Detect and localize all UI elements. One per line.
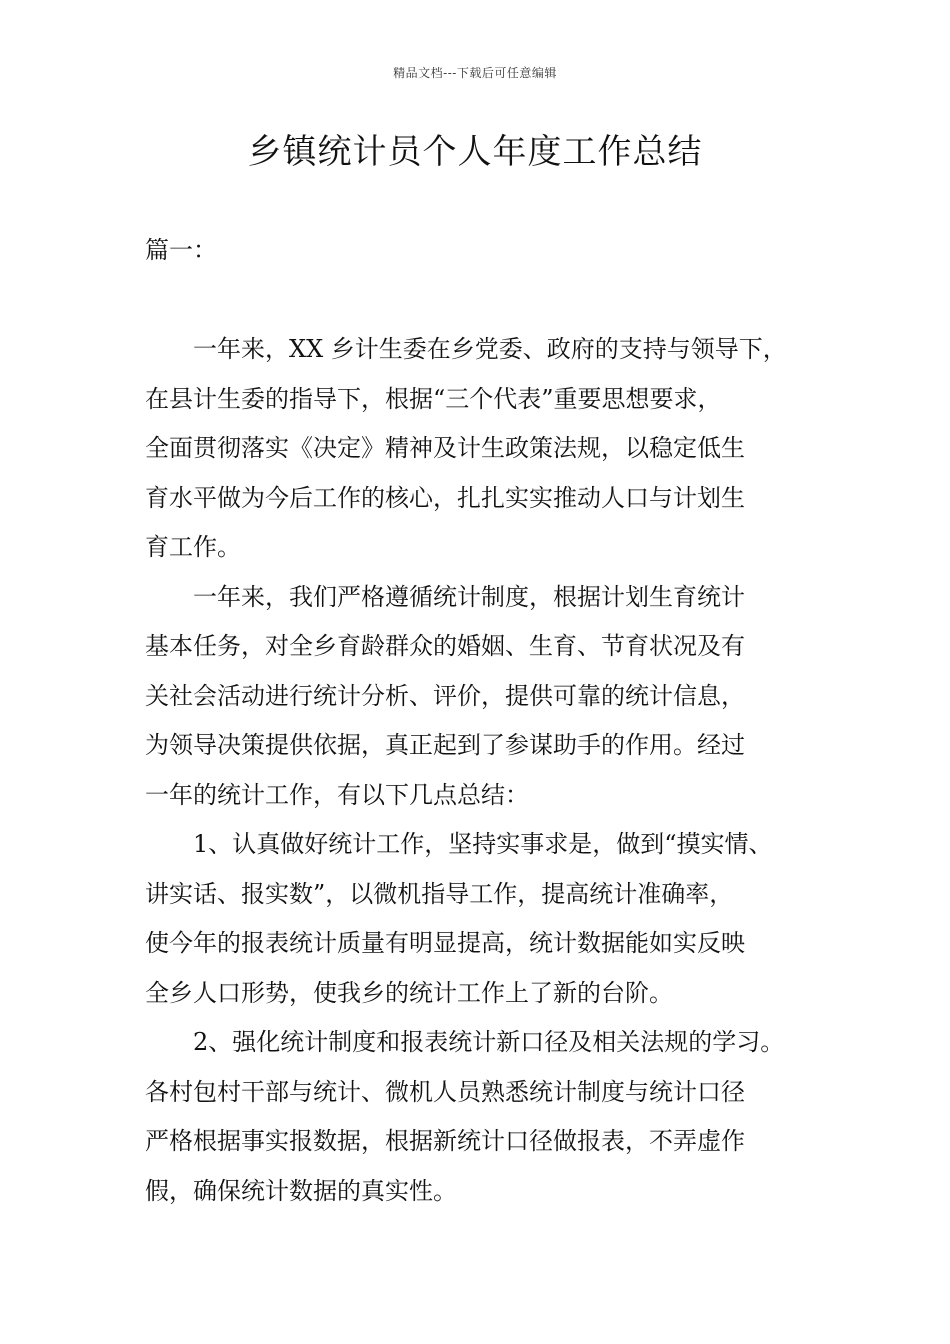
text-line: 为领导决策提供依据，真正起到了参谋助手的作用。经过 [145, 731, 745, 759]
paragraph-1 [145, 325, 835, 573]
text-line: 育水平做为今后工作的核心，扎扎实实推动人口与计划生 [145, 483, 745, 512]
text-line: 育工作。 [145, 533, 241, 561]
text-line: 一年来，我们严格遵循统计制度，根据计划生育统计 [193, 582, 745, 611]
document-title: 乡镇统计员个人年度工作总结 [247, 132, 703, 172]
paragraph-4 [145, 1018, 835, 1216]
text-line: 1、认真做好统计工作，坚持实事求是，做到“摸实情、 [193, 830, 773, 858]
document-body [145, 325, 835, 1216]
page-header: 精品文档---下载后可任意编辑 [393, 66, 557, 80]
text-line: 一年的统计工作，有以下几点总结： [145, 780, 529, 809]
text-line: 严格根据事实报数据，根据新统计口径做报表，不弄虚作 [145, 1127, 745, 1155]
text-line: 假，确保统计数据的真实性。 [145, 1176, 457, 1205]
text-line: 2、强化统计制度和报表统计新口径及相关法规的学习。 [193, 1028, 785, 1056]
paragraph-2 [145, 573, 835, 821]
text-line: 在县计生委的指导下，根据“三个代表”重要思想要求， [145, 384, 722, 413]
text-line: 全面贯彻落实《决定》精神及计生政策法规，以稳定低生 [145, 434, 745, 462]
text-line: 讲实话、报实数”，以微机指导工作，提高统计准确率， [145, 879, 734, 908]
text-line: 各村包村干部与统计、微机人员熟悉统计制度与统计口径 [145, 1077, 745, 1106]
text-line: 一年来，XX 乡计生委在乡党委、政府的支持与领导下， [193, 335, 787, 363]
paragraph-3 [145, 820, 835, 1018]
text-line: 关社会活动进行统计分析、评价，提供可靠的统计信息， [145, 681, 745, 710]
text-line: 全乡人口形势，使我乡的统计工作上了新的台阶。 [145, 978, 673, 1007]
section-label: 篇一： [145, 236, 217, 264]
text-line: 基本任务，对全乡育龄群众的婚姻、生育、节育状况及有 [145, 632, 745, 660]
text-line: 使今年的报表统计质量有明显提高，统计数据能如实反映 [145, 929, 745, 957]
